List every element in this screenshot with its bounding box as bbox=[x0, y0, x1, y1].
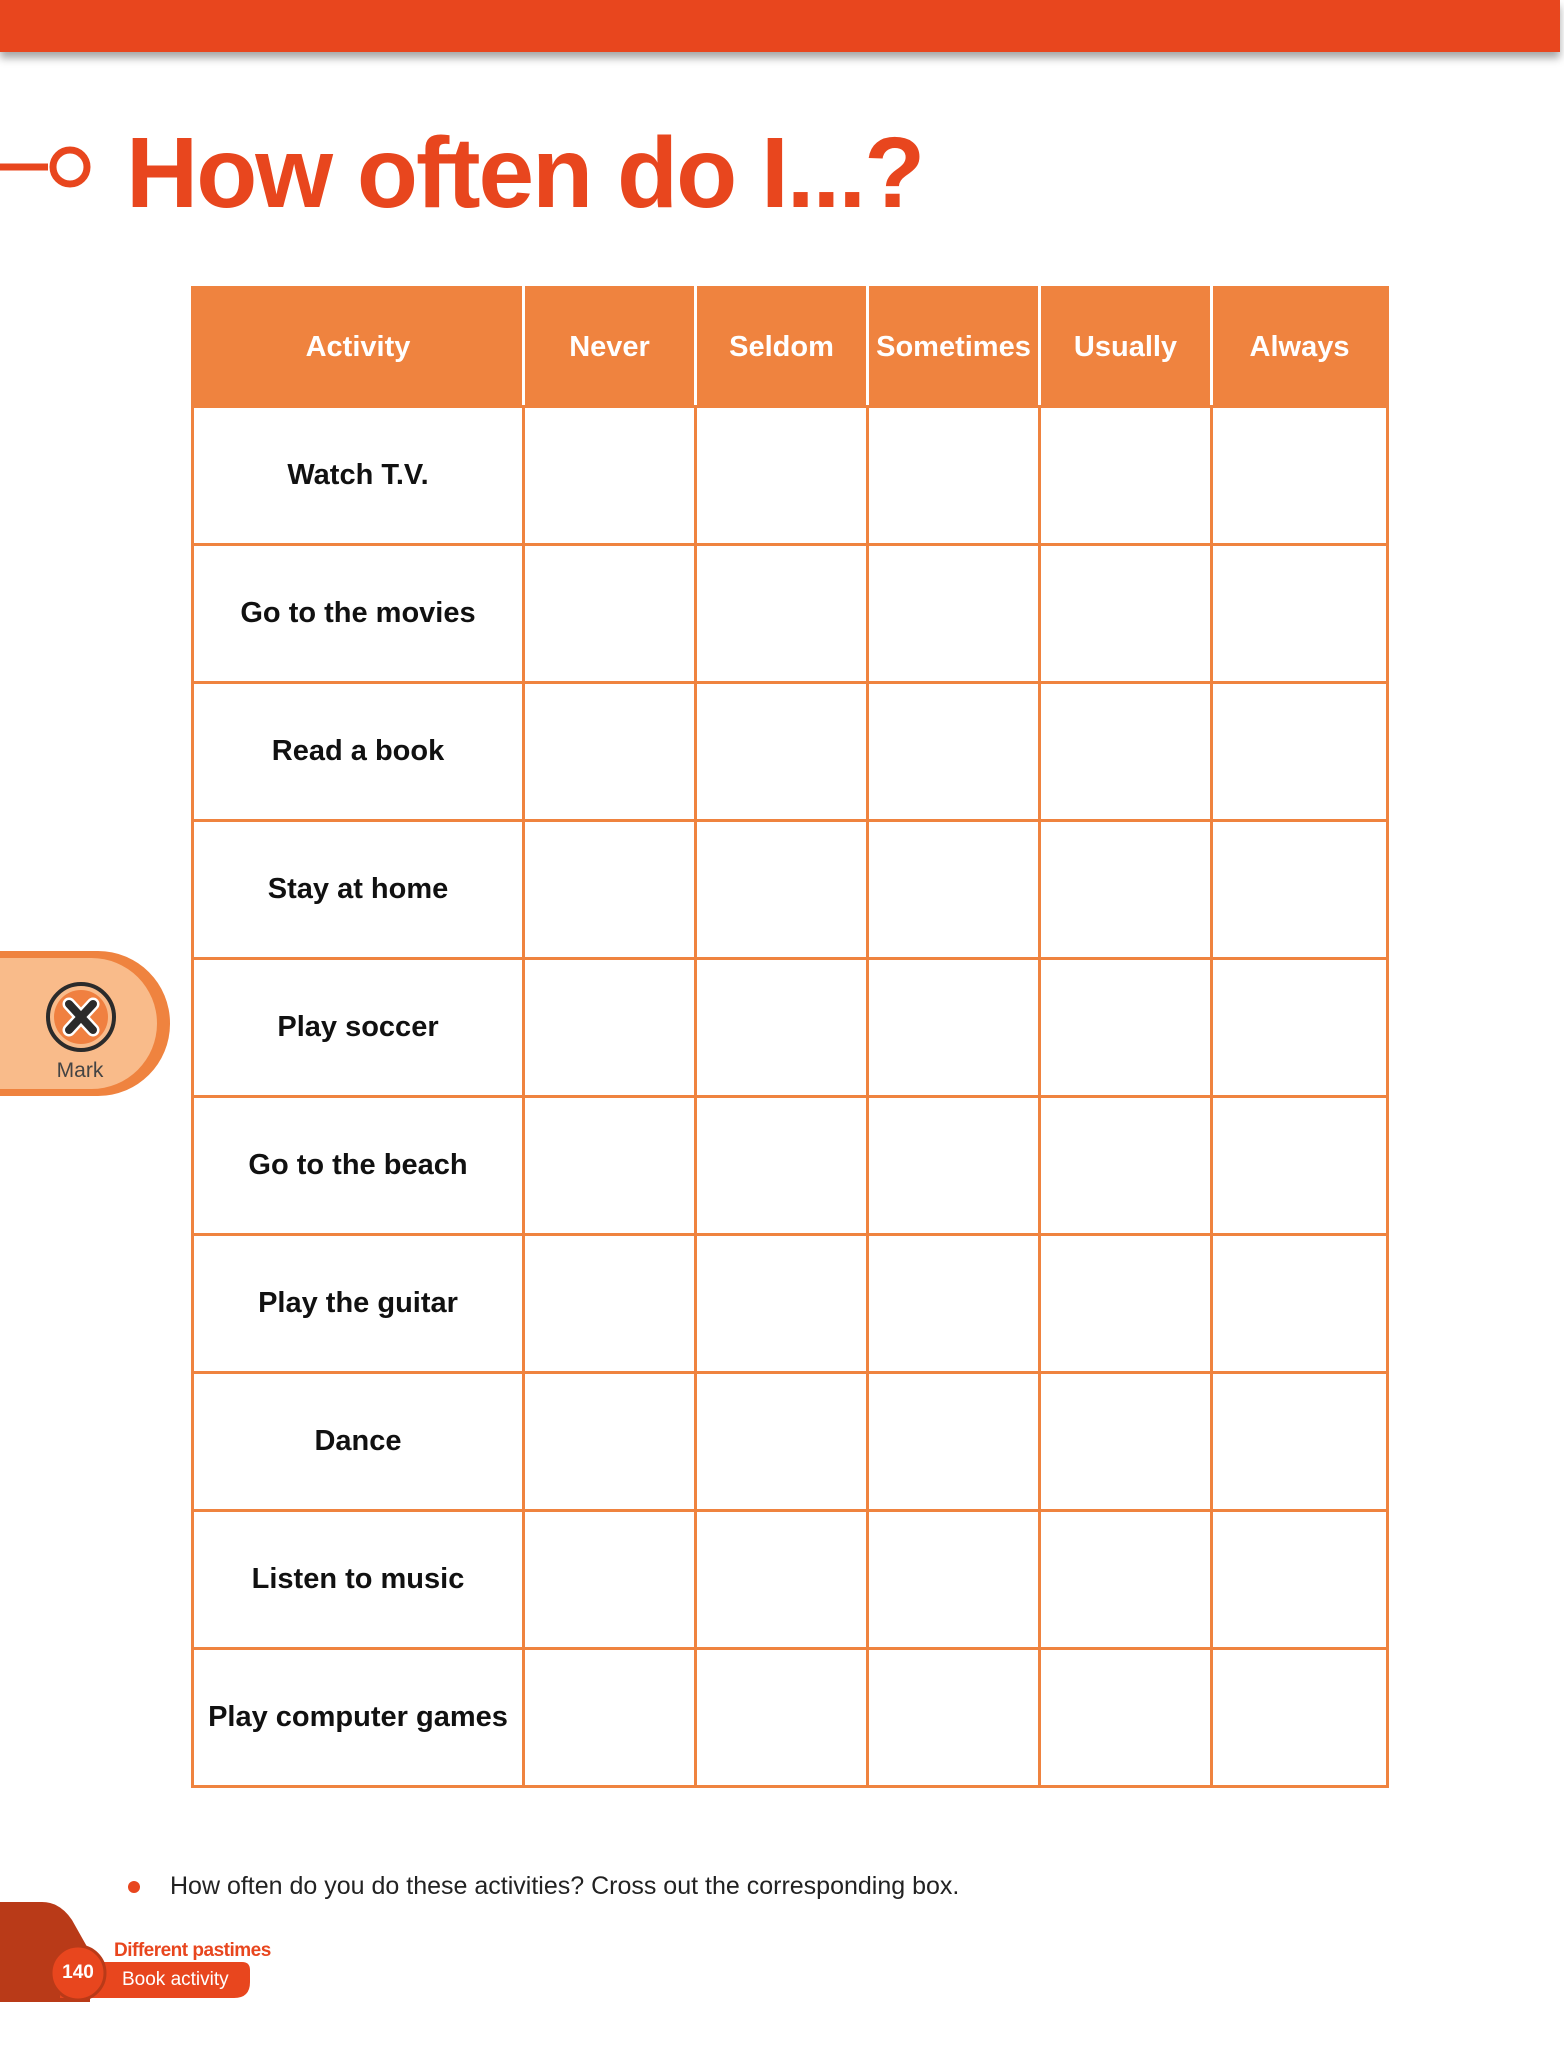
mark-tool-button[interactable] bbox=[0, 951, 170, 1096]
checkbox-cell-never[interactable] bbox=[524, 821, 696, 959]
checkbox-cell-seldom[interactable] bbox=[696, 959, 868, 1097]
checkbox-cell-sometimes[interactable] bbox=[868, 1649, 1040, 1787]
checkbox-cell-sometimes[interactable] bbox=[868, 1511, 1040, 1649]
checkbox-cell-usually[interactable] bbox=[1040, 1373, 1212, 1511]
table-row bbox=[193, 407, 1388, 545]
checkbox-cell-always[interactable] bbox=[1212, 545, 1388, 683]
title-line-circle-icon bbox=[0, 142, 100, 192]
checkbox-cell-usually[interactable] bbox=[1040, 683, 1212, 821]
checkbox-cell-never[interactable] bbox=[524, 545, 696, 683]
checkbox-cell-sometimes[interactable] bbox=[868, 959, 1040, 1097]
table-row bbox=[193, 545, 1388, 683]
checkbox-cell-sometimes[interactable] bbox=[868, 1097, 1040, 1235]
activity-label: Stay at home bbox=[193, 821, 524, 959]
checkbox-cell-usually[interactable] bbox=[1040, 545, 1212, 683]
page-number: 140 bbox=[62, 1962, 94, 1983]
section-subtitle: Book activity bbox=[122, 1969, 229, 1990]
checkbox-cell-seldom[interactable] bbox=[696, 407, 868, 545]
checkbox-cell-seldom[interactable] bbox=[696, 1235, 868, 1373]
checkbox-cell-always[interactable] bbox=[1212, 959, 1388, 1097]
table-row bbox=[193, 683, 1388, 821]
checkbox-cell-never[interactable] bbox=[524, 1649, 696, 1787]
bullet-icon bbox=[128, 1881, 140, 1893]
table-row bbox=[193, 821, 1388, 959]
checkbox-cell-usually[interactable] bbox=[1040, 1097, 1212, 1235]
table-row bbox=[193, 1097, 1388, 1235]
checkbox-cell-sometimes[interactable] bbox=[868, 545, 1040, 683]
checkbox-cell-always[interactable] bbox=[1212, 1097, 1388, 1235]
checkbox-cell-always[interactable] bbox=[1212, 1649, 1388, 1787]
checkbox-cell-never[interactable] bbox=[524, 1097, 696, 1235]
activity-label: Play soccer bbox=[193, 959, 524, 1097]
column-header-never: Never bbox=[524, 288, 696, 407]
activity-label: Listen to music bbox=[193, 1511, 524, 1649]
checkbox-cell-seldom[interactable] bbox=[696, 683, 868, 821]
checkbox-cell-never[interactable] bbox=[524, 683, 696, 821]
frequency-table bbox=[191, 286, 1389, 1788]
activity-label: Play the guitar bbox=[193, 1235, 524, 1373]
checkbox-cell-always[interactable] bbox=[1212, 407, 1388, 545]
checkbox-cell-seldom[interactable] bbox=[696, 1097, 868, 1235]
checkbox-cell-seldom[interactable] bbox=[696, 1511, 868, 1649]
column-header-activity: Activity bbox=[193, 288, 524, 407]
table-row bbox=[193, 1649, 1388, 1787]
checkbox-cell-usually[interactable] bbox=[1040, 407, 1212, 545]
checkbox-cell-never[interactable] bbox=[524, 1511, 696, 1649]
checkbox-cell-usually[interactable] bbox=[1040, 1511, 1212, 1649]
activity-label: Watch T.V. bbox=[193, 407, 524, 545]
x-circle-icon bbox=[44, 980, 118, 1054]
checkbox-cell-always[interactable] bbox=[1212, 821, 1388, 959]
table-row bbox=[193, 1511, 1388, 1649]
activity-label: Read a book bbox=[193, 683, 524, 821]
checkbox-cell-always[interactable] bbox=[1212, 1373, 1388, 1511]
page-footer bbox=[0, 1902, 270, 2002]
column-header-always: Always bbox=[1212, 288, 1388, 407]
table-row bbox=[193, 1373, 1388, 1511]
column-header-usually: Usually bbox=[1040, 288, 1212, 407]
checkbox-cell-usually[interactable] bbox=[1040, 1649, 1212, 1787]
checkbox-cell-sometimes[interactable] bbox=[868, 821, 1040, 959]
instruction-text: How often do you do these activities? Cross out the corresponding box. bbox=[170, 1872, 960, 1900]
checkbox-cell-seldom[interactable] bbox=[696, 1373, 868, 1511]
mark-tool-inner bbox=[0, 958, 157, 1089]
checkbox-cell-always[interactable] bbox=[1212, 1235, 1388, 1373]
page-title: How often do I...? bbox=[126, 117, 924, 229]
checkbox-cell-usually[interactable] bbox=[1040, 959, 1212, 1097]
checkbox-cell-sometimes[interactable] bbox=[868, 683, 1040, 821]
activity-label: Go to the movies bbox=[193, 545, 524, 683]
checkbox-cell-never[interactable] bbox=[524, 1235, 696, 1373]
checkbox-cell-seldom[interactable] bbox=[696, 821, 868, 959]
checkbox-cell-sometimes[interactable] bbox=[868, 1235, 1040, 1373]
checkbox-cell-never[interactable] bbox=[524, 959, 696, 1097]
activity-label: Dance bbox=[193, 1373, 524, 1511]
column-header-seldom: Seldom bbox=[696, 288, 868, 407]
checkbox-cell-never[interactable] bbox=[524, 407, 696, 545]
checkbox-cell-seldom[interactable] bbox=[696, 1649, 868, 1787]
checkbox-cell-never[interactable] bbox=[524, 1373, 696, 1511]
checkbox-cell-always[interactable] bbox=[1212, 683, 1388, 821]
section-name: Different pastimes bbox=[114, 1940, 271, 1961]
instruction bbox=[128, 1872, 959, 1901]
checkbox-cell-usually[interactable] bbox=[1040, 1235, 1212, 1373]
checkbox-cell-sometimes[interactable] bbox=[868, 1373, 1040, 1511]
activity-label: Play computer games bbox=[193, 1649, 524, 1787]
checkbox-cell-sometimes[interactable] bbox=[868, 407, 1040, 545]
checkbox-cell-usually[interactable] bbox=[1040, 821, 1212, 959]
mark-tool-label: Mark bbox=[56, 1059, 104, 1082]
table-row bbox=[193, 959, 1388, 1097]
column-header-sometimes: Sometimes bbox=[868, 288, 1040, 407]
activity-label: Go to the beach bbox=[193, 1097, 524, 1235]
table-header-row bbox=[193, 288, 1388, 407]
checkbox-cell-always[interactable] bbox=[1212, 1511, 1388, 1649]
checkbox-cell-seldom[interactable] bbox=[696, 545, 868, 683]
table-row bbox=[193, 1235, 1388, 1373]
top-bar bbox=[0, 0, 1560, 52]
